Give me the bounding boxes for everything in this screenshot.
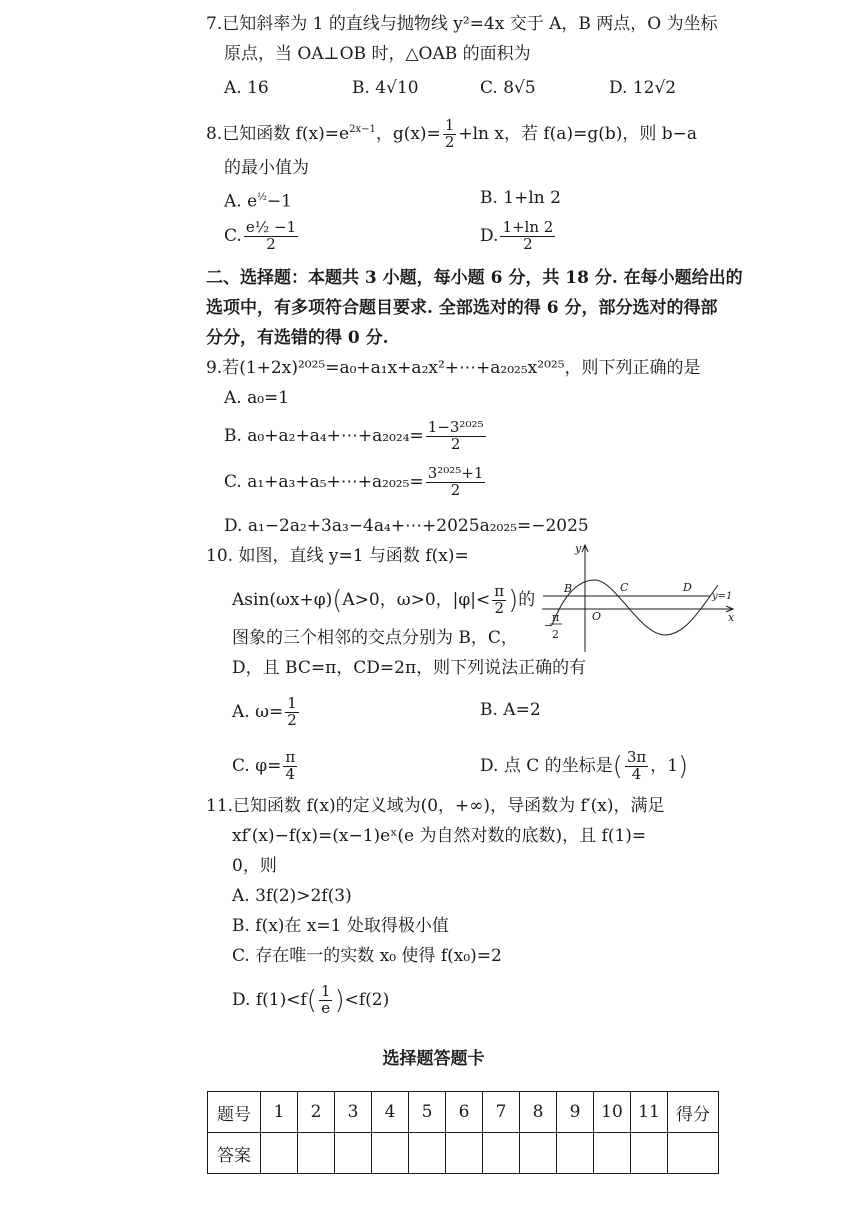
q8-c-pre: C. — [224, 225, 242, 246]
q8-c-den: 2 — [266, 234, 276, 253]
q9-option-d: D. a₁−2a₂+3a₃−4a₄+⋯+2025a₂₀₂₅=−2025 — [224, 516, 589, 536]
q10-pi-num: π — [494, 582, 505, 600]
q10-option-c — [232, 750, 299, 783]
graph-d-label: D — [683, 581, 692, 594]
q11-option-d — [232, 984, 389, 1017]
answer-card-number: 9 — [557, 1092, 594, 1133]
q8-stem-c: +ln x，若 f(a)=g(b)，则 b−a — [458, 123, 698, 144]
q7-line2: 原点，当 OA⊥OB 时，△OAB 的面积为 — [224, 44, 531, 64]
q8-a-post: −1 — [266, 191, 292, 212]
answer-card-number: 5 — [409, 1092, 446, 1133]
answer-card-number: 6 — [446, 1092, 483, 1133]
q9-c-den: 2 — [450, 480, 461, 499]
q8-half-den: 2 — [444, 132, 455, 151]
q11-line3: 0，则 — [232, 856, 277, 876]
answer-card-number: 10 — [594, 1092, 631, 1133]
q10-option-d — [480, 750, 688, 783]
q10-d-fraction — [625, 750, 648, 783]
q8-line1 — [206, 118, 697, 151]
q10-paren-open: ( — [332, 585, 343, 616]
answer-cell-10[interactable] — [594, 1133, 631, 1174]
section2-line3: 分分，有选错的得 0 分. — [206, 328, 389, 348]
answer-cell-4[interactable] — [372, 1133, 409, 1174]
graph-c-label: C — [620, 581, 629, 594]
q8-c-num: e½ −1 — [245, 218, 297, 236]
q8-half-fraction — [443, 118, 457, 151]
q10-pi-half-fraction — [492, 584, 506, 617]
q10-c-fraction — [283, 750, 297, 783]
q8-d-pre: D. — [480, 225, 499, 246]
q9-b-den: 2 — [450, 434, 461, 453]
q10-option-b: B. A=2 — [480, 700, 541, 720]
q7-option-a: A. 16 — [224, 78, 269, 98]
answer-card-number: 7 — [483, 1092, 520, 1133]
q8-line2: 的最小值为 — [224, 158, 309, 178]
q11-line2: xf′(x)−f(x)=(x−1)eˣ(e 为自然对数的底数)，且 f(1)= — [232, 826, 647, 846]
graph-x-label: x — [728, 611, 735, 624]
q10-d-paren-open: ( — [612, 751, 623, 782]
answer-card-number: 4 — [372, 1092, 409, 1133]
q10-line4: D，且 BC=π，CD=2π，则下列说法正确的有 — [232, 658, 587, 678]
answer-card-number: 2 — [298, 1092, 335, 1133]
q10-d-pre: D. 点 C 的坐标是 — [480, 755, 613, 776]
q10-a-den: 2 — [287, 710, 297, 729]
q10-func: Asin(ωx+φ) — [232, 589, 333, 610]
q11-d-den: e — [321, 998, 331, 1017]
q10-d-den: 4 — [631, 764, 642, 783]
q10-sine-graph — [540, 540, 740, 655]
q11-d-pre: D. f(1)<f — [232, 989, 307, 1010]
q11-d-fraction — [319, 984, 333, 1017]
answer-cell-5[interactable] — [409, 1133, 446, 1174]
answer-card-row-answers — [208, 1133, 719, 1174]
q11-d-num: 1 — [320, 982, 331, 1000]
q11-line1: 11.已知函数 f(x)的定义域为(0，+∞)，导函数为 f′(x)，满足 — [206, 796, 665, 816]
q7-option-d: D. 12√2 — [609, 78, 677, 98]
answer-card-number: 8 — [520, 1092, 557, 1133]
answer-card-number: 3 — [335, 1092, 372, 1133]
answer-cell-8[interactable] — [520, 1133, 557, 1174]
q8-a-pre: A. e — [224, 191, 258, 212]
answer-card-score-header: 得分 — [668, 1092, 719, 1133]
answer-card-table — [207, 1091, 719, 1174]
graph-y-label: y — [575, 542, 582, 555]
answer-card-answer-header: 答案 — [208, 1133, 261, 1174]
q10-c-pre: C. φ= — [232, 755, 282, 776]
q8-option-d — [480, 220, 557, 253]
q7-option-b: B. 4√10 — [352, 78, 419, 98]
q8-c-fraction — [244, 220, 298, 253]
q8-option-c — [224, 220, 300, 253]
q10-de: 的 — [518, 589, 536, 610]
q8-option-b: B. 1+ln 2 — [480, 188, 561, 208]
section2-line2: 选项中，有多项符合题目要求. 全部选对的得 6 分，部分选对的得部 — [206, 298, 718, 318]
q9-c-fraction — [426, 466, 486, 499]
q7-line1: 7.已知斜率为 1 的直线与抛物线 y²=4x 交于 A，B 两点，O 为坐标 — [206, 14, 718, 34]
q10-line2 — [232, 584, 535, 617]
q7-option-c: C. 8√5 — [480, 78, 536, 98]
q8-d-fraction — [500, 220, 555, 253]
q10-line1: 10. 如图，直线 y=1 与函数 f(x)= — [206, 546, 469, 566]
q10-a-fraction — [285, 696, 299, 729]
q11-option-a: A. 3f(2)>2f(3) — [232, 886, 352, 906]
answer-cell-9[interactable] — [557, 1133, 594, 1174]
q9-option-a: A. a₀=1 — [224, 388, 290, 408]
answer-cell-11[interactable] — [631, 1133, 668, 1174]
q10-cond: A>0，ω>0，|φ|< — [342, 589, 491, 610]
answer-cell-1[interactable] — [261, 1133, 298, 1174]
answer-cell-6[interactable] — [446, 1133, 483, 1174]
answer-card-title: 选择题答题卡 — [382, 1049, 485, 1069]
q9-c-pre: C. a₁+a₃+a₅+⋯+a₂₀₂₅= — [224, 471, 424, 492]
q10-c-den: 4 — [285, 764, 296, 783]
answer-card-number: 1 — [261, 1092, 298, 1133]
q9-b-fraction — [426, 420, 486, 453]
q11-option-b: B. f(x)在 x=1 处取得极小值 — [232, 916, 449, 936]
graph-tick-minus: − — [544, 619, 554, 632]
q11-d-paren-close: ) — [334, 985, 345, 1016]
q9-stem: 9.若(1+2x)²⁰²⁵=a₀+a₁x+a₂x²+⋯+a₂₀₂₅x²⁰²⁵，则下列正确的是 — [206, 358, 701, 378]
q10-option-a — [232, 696, 301, 729]
q10-d-post: ，1 — [650, 755, 679, 776]
q8-option-a — [224, 186, 292, 214]
q10-line3: 图象的三个相邻的交点分别为 B，C， — [232, 628, 518, 648]
q8-exponent: 2x−1 — [349, 124, 376, 136]
q10-d-num: 3π — [626, 748, 647, 766]
q8-half-num: 1 — [444, 116, 455, 134]
q9-option-b — [224, 420, 488, 453]
q10-a-num: 1 — [287, 694, 297, 712]
q10-c-num: π — [285, 748, 296, 766]
q10-d-paren-close: ) — [678, 751, 689, 782]
answer-card-number: 11 — [631, 1092, 668, 1133]
section2-line1: 二、选择题：本题共 3 小题，每小题 6 分，共 18 分. 在每小题给出的 — [206, 268, 743, 288]
answer-cell-7[interactable] — [483, 1133, 520, 1174]
q8-stem-b: ，g(x)= — [375, 123, 441, 144]
graph-b-label: B — [564, 582, 573, 595]
q9-b-num: 1−3²⁰²⁵ — [427, 418, 484, 436]
q8-d-num: 1+ln 2 — [502, 218, 554, 236]
q11-d-post: <f(2) — [344, 989, 390, 1010]
q8-stem-a: 8.已知函数 f(x)=e — [206, 123, 350, 144]
answer-cell-3[interactable] — [335, 1133, 372, 1174]
q8-a-exp: ½ — [257, 192, 267, 203]
graph-o-label: O — [592, 610, 602, 623]
graph-tick-num: π — [552, 611, 560, 624]
q8-d-den: 2 — [523, 234, 533, 253]
graph-line-label: y=1 — [712, 591, 733, 602]
graph-tick-den: 2 — [552, 628, 559, 641]
q11-option-c: C. 存在唯一的实数 x₀ 使得 f(x₀)=2 — [232, 946, 502, 966]
q10-paren-close: ) — [508, 585, 519, 616]
q10-a-pre: A. ω= — [232, 701, 284, 722]
answer-card-row-numbers — [208, 1092, 719, 1133]
answer-card-number-header: 题号 — [208, 1092, 261, 1133]
q9-c-num: 3²⁰²⁵+1 — [427, 464, 484, 482]
q9-option-c — [224, 466, 487, 499]
q10-pi-den: 2 — [494, 598, 504, 617]
q11-d-paren-open: ( — [306, 985, 317, 1016]
graph-sine-curve — [552, 580, 718, 635]
score-cell[interactable] — [668, 1133, 719, 1174]
answer-cell-2[interactable] — [298, 1133, 335, 1174]
q9-b-pre: B. a₀+a₂+a₄+⋯+a₂₀₂₄= — [224, 425, 424, 446]
